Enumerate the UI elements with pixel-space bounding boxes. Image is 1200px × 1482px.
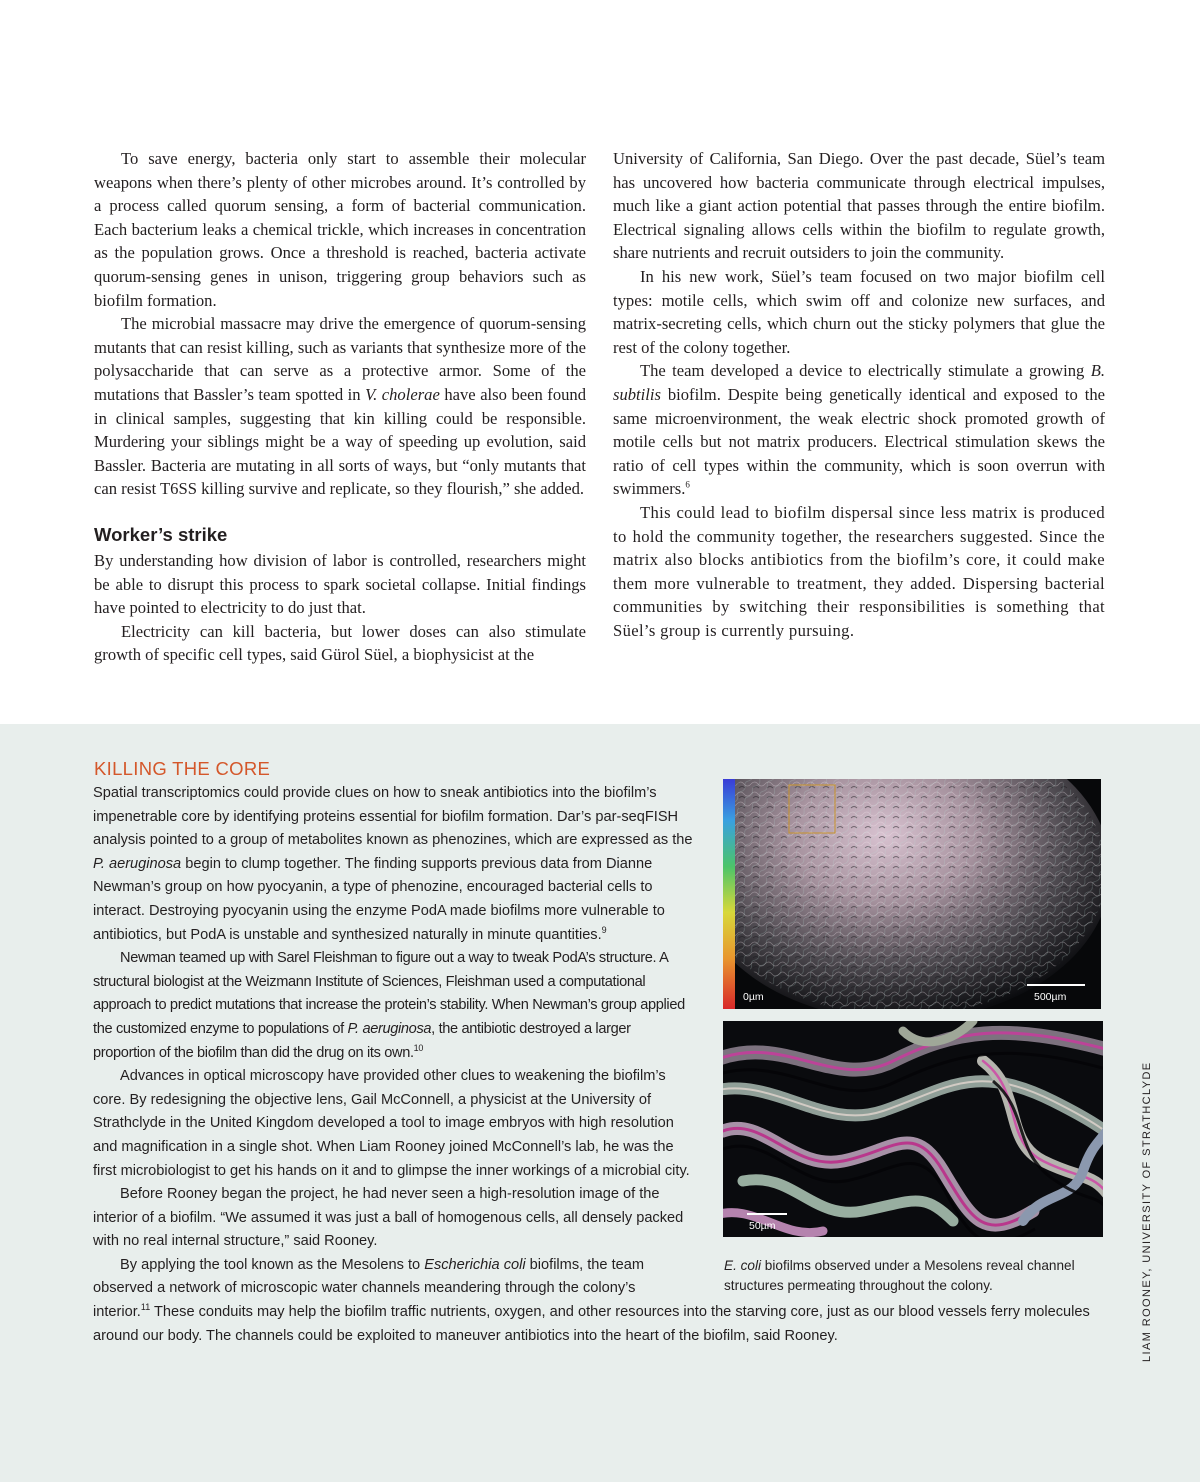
scale-label-50: 50µm [749,1220,776,1232]
paragraph: Before Rooney began the project, he had never seen a high-resolution image of the interior of a biofilm. “We assumed it was just a ball of homogenous cells, all densely packed with no real internal structure,” said Rooney. [93,1186,684,1250]
biofilm-channels-image [723,1021,1103,1237]
paragraph: By applying the tool known as the Mesolens to Escherichia coli biofilms, the team observed a network of microscopic water channels meandering through the colony’s interior.$^{11}$ These conduits may help the biofilm traffic nutrients, oxygen, and other resources into the starving core, just as our blood vessels ferry molecules around our body. The channels could be exploited to maneuver antibiotics into the heart of the biofilm, said Rooney. [93,1256,1090,1344]
paragraph: The team developed a device to electrically stimulate a growing B. subtilis biofilm. Despite being genetically identical and exposed to the same microenvironment, the weak electric shock promoted growth of motile cells but not matrix producers. Electrical stimulation skews the ratio of cell types within the community, which is soon overrun with swimmers.$^6$ [613,361,1105,499]
scale-label-zero: 0µm [743,991,764,1003]
reference-number: 10 [413,1042,423,1053]
sidebar-title: KILLING THE CORE [94,758,271,779]
paragraph: Newman teamed up with Sarel Fleishman to figure out a way to tweak PodA’s structure. A structural biologist at the Weizmann Institute of Sciences, Fleishman used a computational approach to predict mutations that increase the protein’s stability. When Newman’s group applied the customized enzyme to populations of P. aeruginosa, the antibiotic destroyed a larger proportion of the biofilm than did the drug on its own.$^{10}$ [93,950,685,1061]
paragraph: By understanding how division of labor is controlled, researchers might be able to disrupt this process to spark societal collapse. Initial findings have pointed to electricity to do just that. [94,550,586,618]
paragraph: To save energy, bacteria only start to assemble their molecular weapons when there’s plenty of other microbes around. It’s controlled by a process called quorum sensing, a form of bacterial communication. Each bacterium leaks a chemical trickle, which increases in concentration as the population grows. Once a threshold is reached, bacteria activate quorum-sensing genes in unison, triggering group behaviors such as biofilm formation. [94,149,586,310]
reference-number: 11 [140,1302,151,1313]
paragraph: University of California, San Diego. Over the past decade, Süel’s team has uncovered how bacteria communicate through electrical impulses, much like a giant action potential that passes through the entire biofilm. Electrical signaling allows cells within the biofilm to regulate growth, share nutrients and recruit outsiders to join the community. [613,149,1105,263]
paragraph: The microbial massacre may drive the emergence of quorum-sensing mutants that can resist killing, such as variants that synthesize more of the polysaccharide that can serve as a protective armor. Some of the mutations that Bassler’s team spotted in V. cholerae have also been found in clinical samples, suggesting that kin killing could be responsible. Murdering your siblings might be a way of speeding up evolution, said Bassler. Bacteria are mutating in all sorts of ways, but “only mutants that can resist T6SS killing survive and replicate, so they flourish,” she added. [94,314,587,499]
section-subheading: Worker’s strike [94,523,228,545]
biofilm-overview-image [723,779,1101,1009]
image-credit: LIAM ROONEY, UNIVERSITY OF STRATHCLYDE [1141,1061,1153,1362]
article-column-right [613,147,1105,642]
paragraph: Electricity can kill bacteria, but lower doses can also stimulate growth of specific cell types, said Gürol Süel, a biophysicist at the [94,621,586,665]
paragraph: Spatial transcriptomics could provide clues on how to sneak antibiotics into the biofilm’s impenetrable core by identifying proteins essential for biofilm formation. Dar’s par-seqFISH analysis pointed to a group of metabolites known as phenozines, which are expressed as the P. aeruginosa begin to clump together. The finding supports previous data from Dianne Newman’s group on how pyocyanin, a type of phenozine, encouraged bacterial cells to interact. Destroying pyocyanin using the enzyme PodA made biofilms more vulnerable to antibiotics, but PodA is unstable and synthesized naturally in minute quantities.$^9$ [93,785,693,943]
scale-label-500: 500µm [1034,991,1067,1003]
article-column-left [94,147,586,667]
figure-caption: E. coli biofilms observed under a Mesolens reveal channel structures permeating throughout the colony. [724,1258,1075,1293]
paragraph: In his new work, Süel’s team focused on two major biofilm cell types: motile cells, which swim off and colonize new surfaces, and matrix-secreting cells, which churn out the sticky polymers that glue the rest of the colony together. [613,266,1105,357]
biofilm-overview-graphic [723,779,1101,1009]
paragraph: This could lead to biofilm dispersal since less matrix is produced to hold the community together, the researchers suggested. Since the matrix also blocks antibiotics from the biofilm’s core, it could make them more vulnerable to treatment, they added. Dispersing bacterial communities by switching their responsibilities is something that Süel’s group is currently pursuing. [613,502,1105,640]
paragraph: Advances in optical microscopy have provided other clues to weakening the biofilm’s core. By redesigning the objective lens, Gail McConnell, a physicist at the University of Strathclyde in the United Kingdom developed a tool to image embryos with high resolution and magnification in a single shot. When Liam Rooney joined McConnell’s lab, he was the first microbiologist to get his hands on it and to glimpse the inner workings of a microbial city. [93,1068,690,1179]
biofilm-channels-graphic [723,1021,1103,1237]
reference-number: 9 [601,924,607,935]
reference-number: 6 [685,479,690,490]
color-scale-bar [723,779,735,1009]
